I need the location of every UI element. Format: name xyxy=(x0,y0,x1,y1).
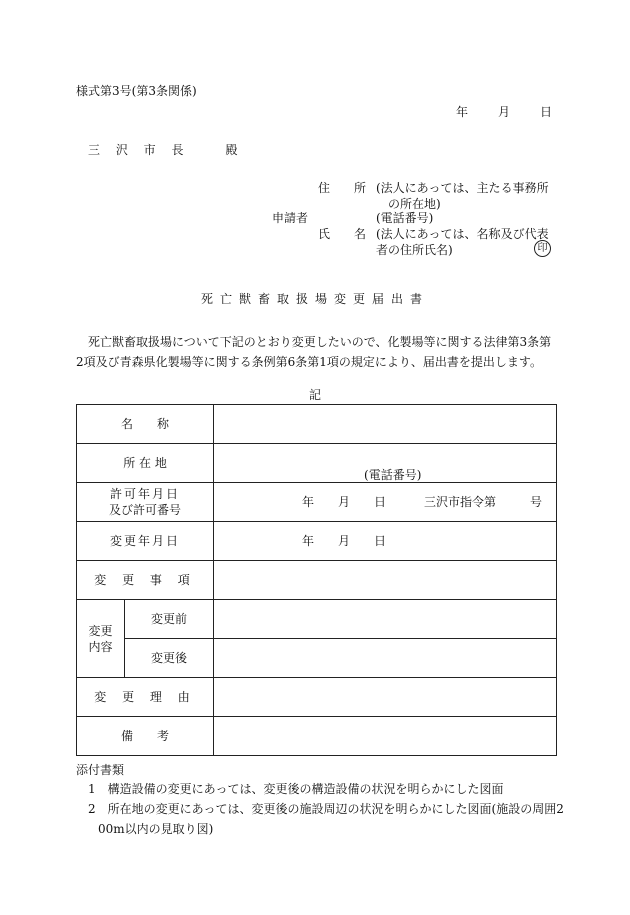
row-permit xyxy=(77,483,557,522)
row-name xyxy=(77,405,557,444)
year-label: 年 xyxy=(456,105,469,119)
applicant-label: 申請者 xyxy=(272,211,309,225)
addressee: 三 沢 市 長 殿 xyxy=(88,143,244,157)
row-change-item xyxy=(77,561,557,600)
change-day: 日 xyxy=(374,534,387,548)
name-note-cont: 者の住所氏名) xyxy=(376,243,453,257)
seal-mark: 印 xyxy=(534,240,551,257)
location-phone-label: (電話番号) xyxy=(364,468,422,482)
row-reason xyxy=(77,678,557,717)
change-month: 月 xyxy=(338,534,351,548)
address-note: (法人にあっては、主たる事務所 xyxy=(376,181,549,195)
form-number-label: 様式第3号(第3条関係) xyxy=(76,84,197,98)
location-input-cell[interactable] xyxy=(214,444,557,483)
permit-label-cell xyxy=(77,483,214,522)
change-content-line2: 内容 xyxy=(88,639,113,654)
attachment-item-2-cont: 00m以内の見取り図) xyxy=(98,822,214,836)
row-change-after xyxy=(77,639,557,678)
name-label-cell: 名 称 xyxy=(77,405,214,444)
permit-month: 月 xyxy=(338,495,351,509)
change-date-input-cell[interactable] xyxy=(214,522,557,561)
body-paragraph: 死亡獣畜取扱場について下記のとおり変更したいので、化製場等に関する法律第3条第2項及び青森県化製場等に関する条例第6条第1項の規定により、届出書を提出します。 xyxy=(76,335,552,369)
before-input-cell[interactable] xyxy=(214,600,557,639)
reason-input-cell[interactable] xyxy=(214,678,557,717)
address-note-cont: の所在地) xyxy=(388,197,441,211)
permit-year: 年 xyxy=(302,495,315,509)
change-year: 年 xyxy=(302,534,315,548)
permit-number-prefix: 三沢市指令第 xyxy=(424,495,497,509)
address-label: 住 所 xyxy=(318,181,367,195)
document-title: 死亡獣畜取扱場変更届出書 xyxy=(200,292,429,306)
row-change-date xyxy=(77,522,557,561)
remarks-input-cell[interactable] xyxy=(214,717,557,756)
permit-day: 日 xyxy=(374,495,387,509)
applicant-block xyxy=(272,180,562,260)
submission-date xyxy=(456,106,552,118)
change-item-input-cell[interactable] xyxy=(214,561,557,600)
name-note: (法人にあっては、名称及び代表 xyxy=(376,227,549,241)
reason-label-cell: 変 更 理 由 xyxy=(77,678,214,717)
after-label-cell: 変更後 xyxy=(125,639,214,678)
location-label-cell: 所 在 地 xyxy=(77,444,214,483)
attachments-heading: 添付書類 xyxy=(76,763,125,777)
name-label: 氏 名 xyxy=(318,227,367,241)
permit-label-line2: 及び許可番号 xyxy=(109,503,182,517)
change-content-label-cell xyxy=(77,600,125,678)
row-location xyxy=(77,444,557,483)
change-content-line1: 変更 xyxy=(88,623,113,638)
row-remarks xyxy=(77,717,557,756)
row-change-before xyxy=(77,600,557,639)
attachment-item-2: 2 所在地の変更にあっては、変更後の施設周辺の状況を明らかにした図面(施設の周囲2 xyxy=(88,802,564,816)
change-date-label-cell: 変更年月日 xyxy=(77,522,214,561)
change-item-label-cell: 変 更 事 項 xyxy=(77,561,214,600)
before-label-cell: 変更前 xyxy=(125,600,214,639)
ki-heading: 記 xyxy=(308,388,321,402)
phone-note: (電話番号) xyxy=(376,211,434,225)
name-input-cell[interactable] xyxy=(214,405,557,444)
permit-label-line1: 許可年月日 xyxy=(110,487,181,501)
day-label: 日 xyxy=(540,105,553,119)
form-table xyxy=(76,404,557,756)
remarks-label-cell: 備 考 xyxy=(77,717,214,756)
permit-number-suffix: 号 xyxy=(530,495,543,509)
after-input-cell[interactable] xyxy=(214,639,557,678)
attachment-item-1: 1 構造設備の変更にあっては、変更後の構造設備の状況を明らかにした図面 xyxy=(88,782,504,796)
permit-input-cell[interactable] xyxy=(214,483,557,522)
month-label: 月 xyxy=(498,105,511,119)
